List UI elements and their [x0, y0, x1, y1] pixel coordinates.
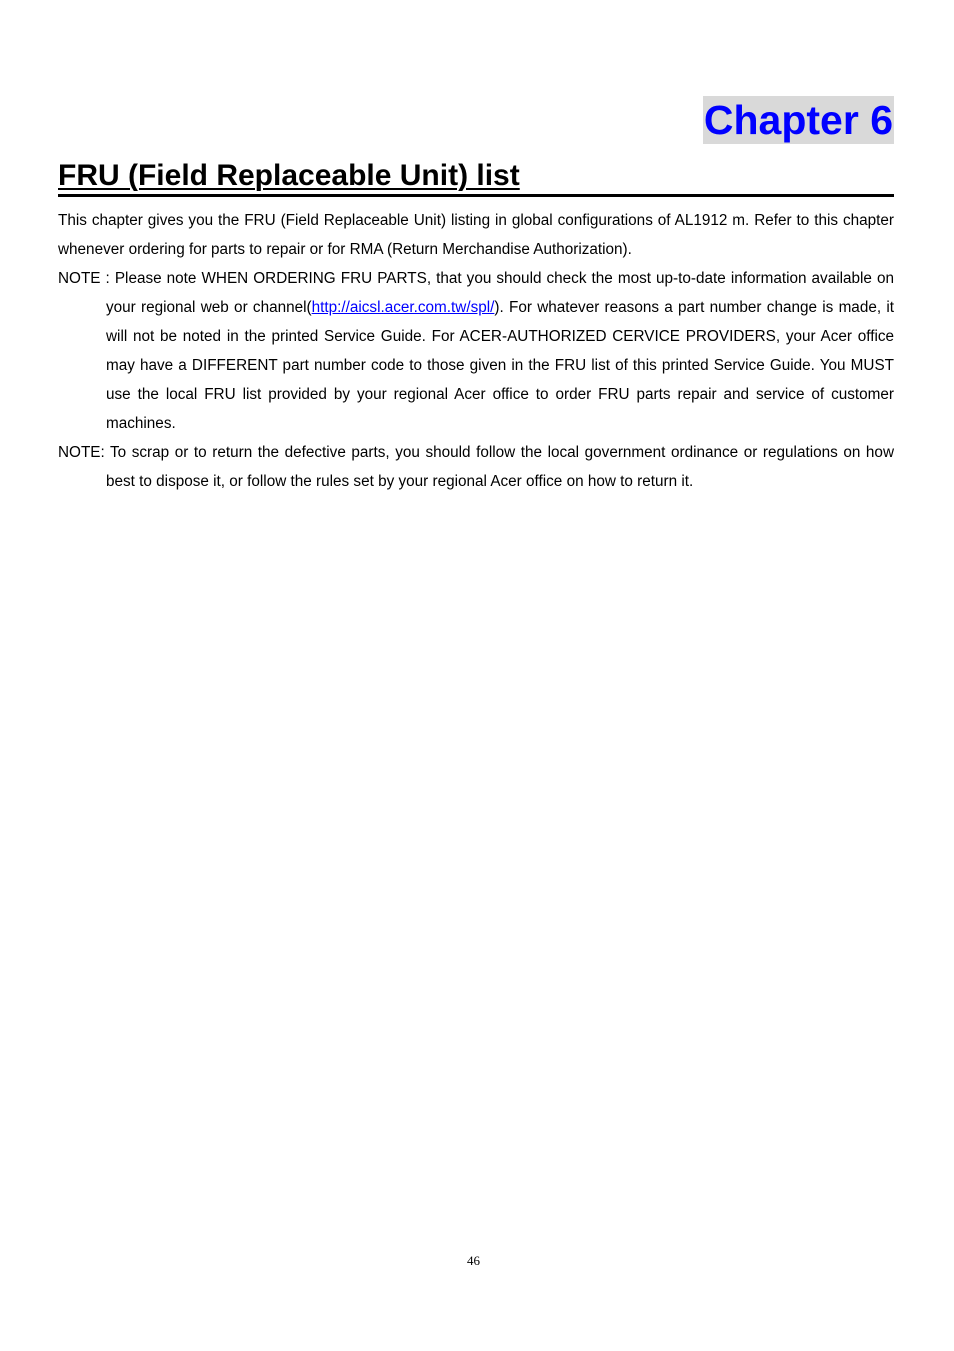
document-body: [58, 206, 894, 496]
chapter-heading: Chapter 6: [703, 97, 893, 143]
note-ordering-text-start: NOTE : Please note WHEN ORDERING FRU PARTS, that you should check the most up-to-date information available on your regional web or channel(: [58, 270, 894, 316]
note-ordering-paragraph: [58, 264, 894, 438]
page-number: 46: [467, 1253, 480, 1268]
note-ordering-text-end: ). For whatever reasons a part number change is made, it will not be noted in the printed Service Guide. For ACER-AUTHORIZED CERVICE PROVIDERS, your Acer office may have a DIFFERENT part number code to those given in the FRU list of this printed Service Guide. You MUST use the local FRU list provided by your regional Acer office to order FRU parts repair and service of customer machines.: [106, 299, 894, 432]
section-title-text: FRU (Field Replaceable Unit) list: [58, 159, 520, 192]
chapter-heading-container: [703, 96, 894, 144]
note-disposal-paragraph: NOTE: To scrap or to return the defective parts, you should follow the local government ordinance or regulations on how best to dispose it, or follow the rules set by your regional Acer office on how to return it.: [58, 444, 894, 490]
intro-paragraph: This chapter gives you the FRU (Field Replaceable Unit) listing in global configurations of AL1912 m. Refer to this chapter whenever ordering for parts to repair or for RMA (Return Merchandise Authorization).: [58, 212, 894, 258]
acer-spl-link[interactable]: http://aicsl.acer.com.tw/spl/: [311, 299, 495, 316]
section-title: [58, 158, 894, 197]
